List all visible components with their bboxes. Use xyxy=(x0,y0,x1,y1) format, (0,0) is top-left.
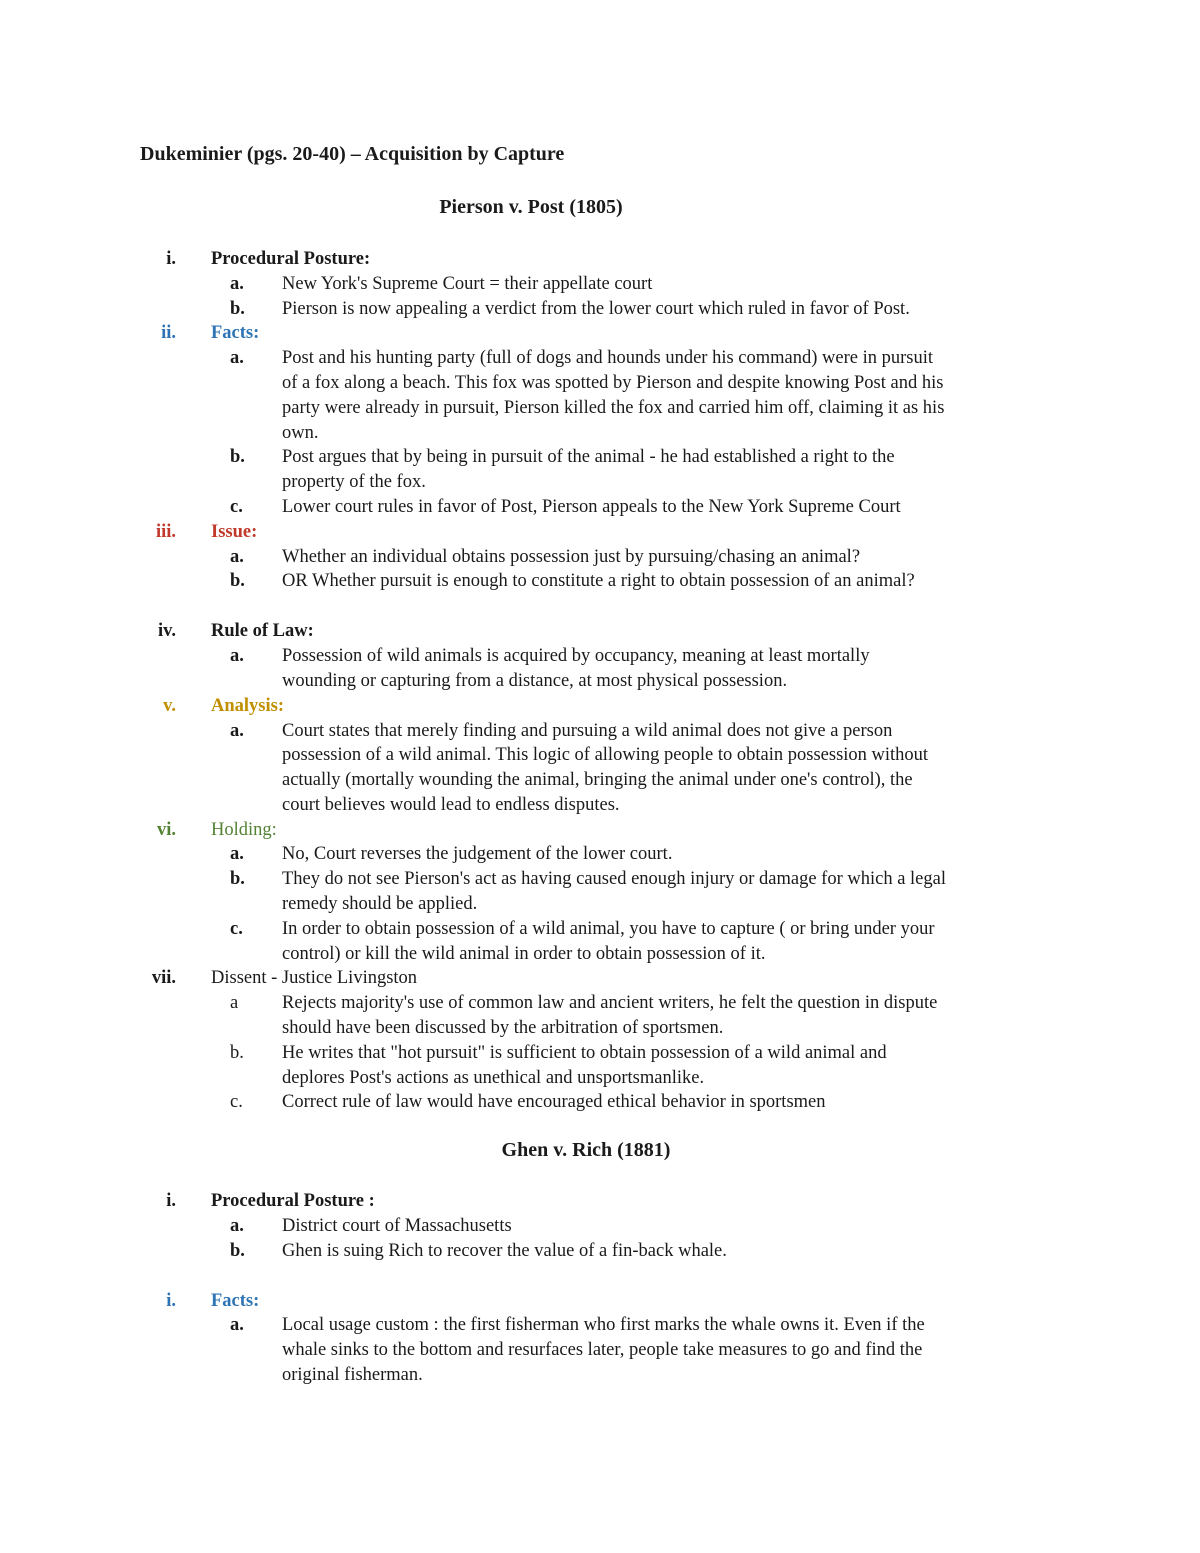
item-text-line: Possession of wild animals is acquired by occupancy, meaning at least mortally xyxy=(282,646,870,666)
item-letter: a xyxy=(230,993,239,1013)
item-text-line: court believes would lead to endless disputes. xyxy=(282,795,620,815)
section-heading-procedural-posture: Procedural Posture : xyxy=(211,1191,375,1211)
item-text-line: Ghen is suing Rich to recover the value of a fin-back whale. xyxy=(282,1241,727,1261)
item-text-line: OR Whether pursuit is enough to constitute a right to obtain possession of an animal? xyxy=(282,571,915,591)
item-letter: c. xyxy=(230,1092,243,1112)
item-text-line: In order to obtain possession of a wild animal, you have to capture ( or bring under your xyxy=(282,919,935,939)
item-text-line: control) or kill the wild animal in order to obtain possession of it. xyxy=(282,944,766,964)
item-text-line: No, Court reverses the judgement of the lower court. xyxy=(282,844,673,864)
item-text-line: He writes that "hot pursuit" is sufficient to obtain possession of a wild animal and xyxy=(282,1043,887,1063)
item-letter: b. xyxy=(230,571,245,591)
item-text-line: property of the fox. xyxy=(282,472,426,492)
item-text-line: should have been discussed by the arbitration of sportsmen. xyxy=(282,1018,724,1038)
item-letter: a. xyxy=(230,1315,244,1335)
roman-numeral: vii. xyxy=(151,968,176,988)
section-heading-facts: Facts: xyxy=(211,1291,260,1311)
roman-numeral: iii. xyxy=(155,522,176,542)
item-text-line: Post argues that by being in pursuit of the animal - he had established a right to the xyxy=(282,447,895,467)
item-text-line: Local usage custom : the first fisherman who first marks the whale owns it. Even if the xyxy=(282,1315,925,1335)
item-letter: a. xyxy=(230,274,244,294)
item-letter: a. xyxy=(230,844,244,864)
item-text-line: Lower court rules in favor of Post, Pierson appeals to the New York Supreme Court xyxy=(282,497,901,517)
item-text-line: District court of Massachusetts xyxy=(282,1216,512,1236)
item-text-line: original fisherman. xyxy=(282,1365,423,1385)
case-title-pierson-v-post: Pierson v. Post (1805) xyxy=(439,196,623,218)
item-text-line: Court states that merely finding and pursuing a wild animal does not give a person xyxy=(282,721,893,741)
item-text-line: Post and his hunting party (full of dogs and hounds under his command) were in pursuit xyxy=(282,348,934,368)
item-letter: b. xyxy=(230,869,245,889)
item-letter: c. xyxy=(230,919,243,939)
item-letter: a. xyxy=(230,547,244,567)
roman-numeral: i. xyxy=(166,1291,176,1311)
item-text-line: Whether an individual obtains possession just by pursuing/chasing an animal? xyxy=(282,547,861,567)
item-letter: a. xyxy=(230,1216,244,1236)
item-text-line: deplores Post's actions as unethical and unsportsmanlike. xyxy=(282,1068,705,1088)
item-text-line: Correct rule of law would have encouraged ethical behavior in sportsmen xyxy=(282,1092,826,1112)
item-text-line: own. xyxy=(282,423,319,443)
item-letter: a. xyxy=(230,348,244,368)
roman-numeral: i. xyxy=(166,1191,176,1211)
item-text-line: whale sinks to the bottom and resurfaces later, people take measures to go and find the xyxy=(282,1340,923,1360)
item-letter: c. xyxy=(230,497,243,517)
item-text-line: party were already in pursuit, Pierson killed the fox and carried him off, claiming it as his xyxy=(282,398,945,418)
document-title: Dukeminier (pgs. 20-40) – Acquisition by Capture xyxy=(140,143,565,165)
item-text-line: Pierson is now appealing a verdict from the lower court which ruled in favor of Post. xyxy=(282,299,910,319)
item-text-line: actually (mortally wounding the animal, bringing the animal under one's control), the xyxy=(282,770,913,790)
item-text-line: New York's Supreme Court = their appellate court xyxy=(282,274,653,294)
item-letter: b. xyxy=(230,1241,245,1261)
item-letter: a. xyxy=(230,721,244,741)
item-text-line: They do not see Pierson's act as having caused enough injury or damage for which a legal xyxy=(282,869,946,889)
section-heading-holding: Holding: xyxy=(211,820,277,840)
section-heading-facts: Facts: xyxy=(211,323,260,343)
item-text-line: of a fox along a beach. This fox was spotted by Pierson and despite knowing Post and his xyxy=(282,373,944,393)
roman-numeral: iv. xyxy=(158,621,176,641)
item-letter: b. xyxy=(230,1043,244,1063)
section-heading-analysis: Analysis: xyxy=(211,696,284,716)
section-heading-issue: Issue: xyxy=(211,522,258,542)
case-title-ghen-v-rich: Ghen v. Rich (1881) xyxy=(501,1139,671,1161)
section-heading-rule-of-law: Rule of Law: xyxy=(211,621,314,641)
section-heading-procedural-posture: Procedural Posture: xyxy=(211,249,371,269)
item-letter: a. xyxy=(230,646,244,666)
item-text-line: Rejects majority's use of common law and ancient writers, he felt the question in dispute xyxy=(282,993,938,1013)
roman-numeral: i. xyxy=(166,249,176,269)
section-heading-dissent: Dissent - Justice Livingston xyxy=(211,968,418,988)
item-letter: b. xyxy=(230,299,245,319)
item-text-line: remedy should be applied. xyxy=(282,894,478,914)
roman-numeral: ii. xyxy=(161,323,176,343)
item-letter: b. xyxy=(230,447,245,467)
item-text-line: wounding or capturing from a distance, at most physical possession. xyxy=(282,671,788,691)
roman-numeral: vi. xyxy=(156,820,176,840)
roman-numeral: v. xyxy=(163,696,176,716)
item-text-line: possession of a wild animal. This logic of allowing people to obtain possession without xyxy=(282,745,929,765)
